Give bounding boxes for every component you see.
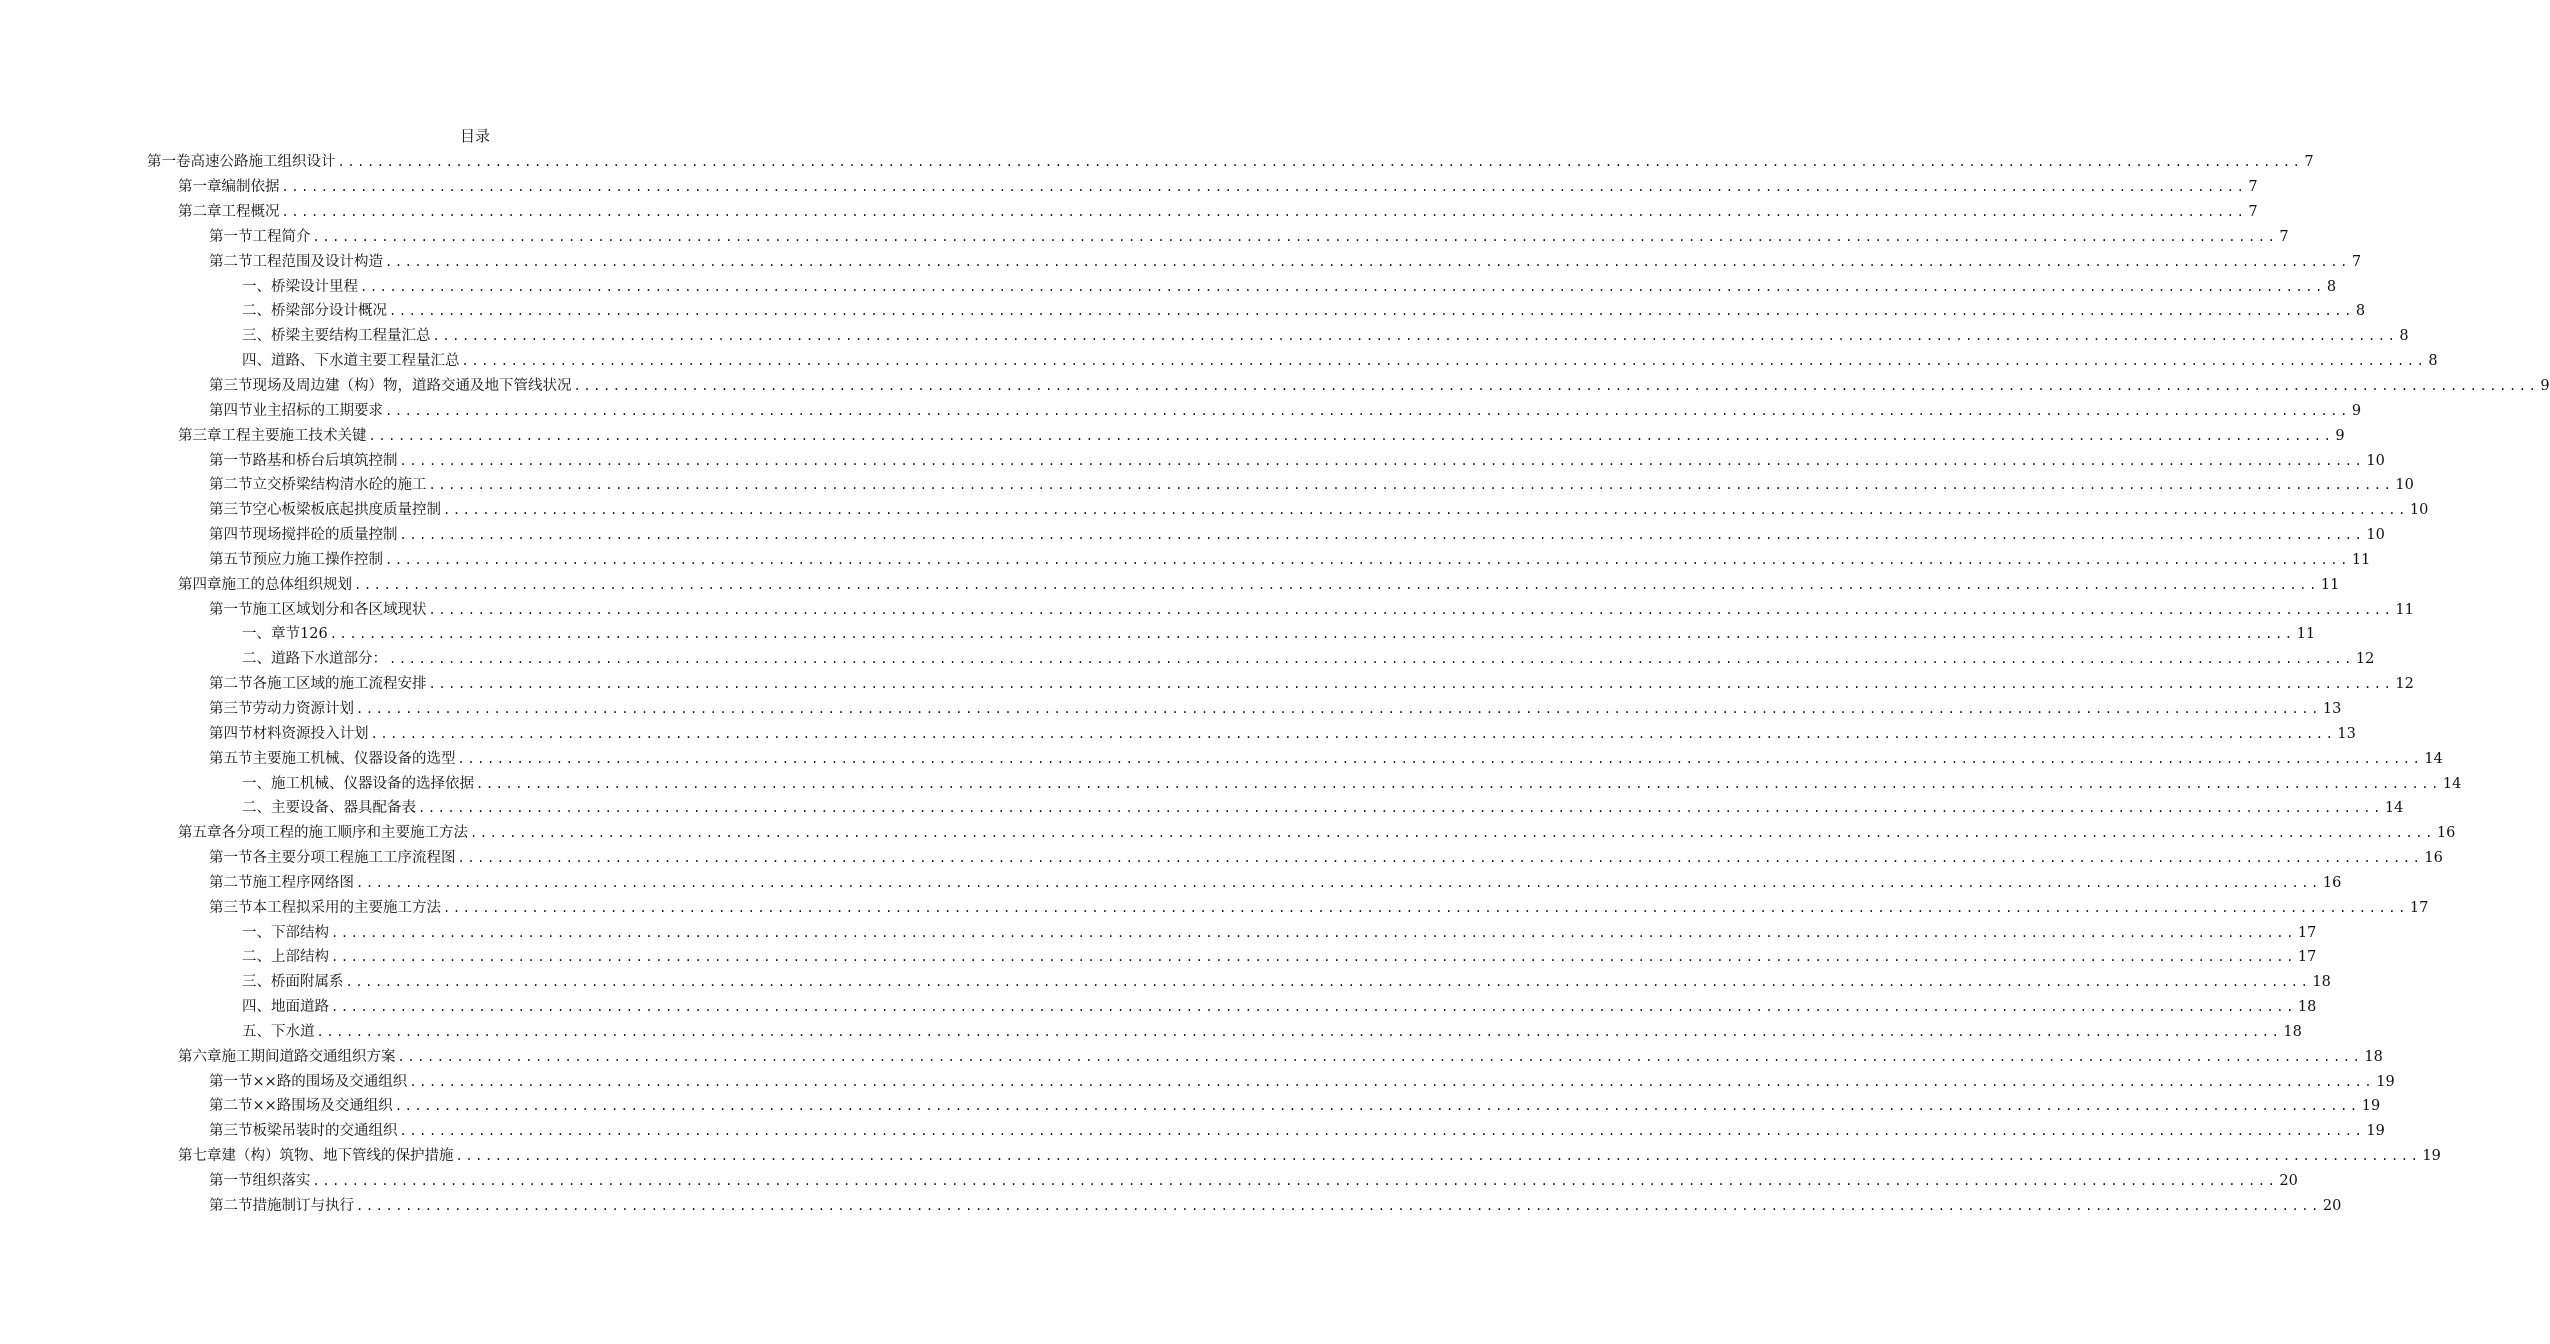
toc-entry-title: 预应力施工操作控制 xyxy=(252,551,383,568)
toc-entry-number: 三、 xyxy=(242,328,271,345)
toc-entry-title: 工程概况 xyxy=(221,204,280,221)
toc-entry-title: 业主招标的工期要求 xyxy=(252,402,383,419)
toc-entry[interactable] xyxy=(0,746,2443,771)
toc-entry-number: 一、 xyxy=(242,626,271,643)
toc-entry-content: 第二章 工程概况 ........................................................................................................................................................................................................ 7 xyxy=(178,204,2258,221)
toc-entry-content: 三、 桥梁主要结构工程量汇总 ........................................................................................................................................................................................................ 8 xyxy=(242,328,2409,345)
toc-entry-title: 桥梁主要结构工程量汇总 xyxy=(271,328,431,345)
toc-entry-content: 一、 施工机械、仪器设备的选择依据 ........................................................................................................................................................................................................ 14 xyxy=(242,775,2462,792)
toc-entry-content: 二、 桥梁部分设计概况 ........................................................................................................................................................................................................ 8 xyxy=(242,303,2366,320)
toc-dot-leader: ........................................................................................................................................................................................................ xyxy=(443,503,2408,518)
toc-dot-leader: ........................................................................................................................................................................................................ xyxy=(573,379,2539,394)
toc-entry-title: 工程简介 xyxy=(252,228,311,245)
toc-dot-leader: ........................................................................................................................................................................................................ xyxy=(455,1149,2421,1164)
toc-entry-title: 施工的总体组织规划 xyxy=(221,576,352,593)
toc-entry-title: 桥梁部分设计概况 xyxy=(271,303,387,320)
toc-entry[interactable] xyxy=(0,473,2414,498)
toc-dot-leader: ........................................................................................................................................................................................................ xyxy=(385,254,2350,269)
toc-entry-number: 第二节 xyxy=(209,1098,253,1115)
toc-entry-number: 第四节 xyxy=(209,725,253,742)
toc-entry-number: 二、 xyxy=(242,800,271,817)
toc-entry-title: 施工区域划分和各区域现状 xyxy=(252,601,427,618)
toc-entry-content: 第三章 工程主要施工技术关键 ........................................................................................................................................................................................................ 9 xyxy=(178,427,2345,444)
toc-entry-content: 第四节 材料资源投入计划 ........................................................................................................................................................................................................ 13 xyxy=(209,725,2356,742)
toc-dot-leader: ........................................................................................................................................................................................................ xyxy=(331,950,2296,965)
toc-entry-content: 一、 桥梁设计里程 ........................................................................................................................................................................................................ 8 xyxy=(242,278,2337,295)
toc-entry[interactable] xyxy=(0,548,2371,573)
toc-dot-leader: ........................................................................................................................................................................................................ xyxy=(312,229,2278,244)
toc-entry-content: 一、 章节126 ........................................................................................................................................................................................................ 11 xyxy=(242,626,2316,643)
toc-entry-title: 主要施工机械、仪器设备的选型 xyxy=(252,750,456,767)
toc-dot-leader: ........................................................................................................................................................................................................ xyxy=(394,1099,2360,1114)
toc-entry-number: 第五节 xyxy=(209,750,253,767)
toc-entry-number: 第三节 xyxy=(209,700,253,717)
toc-entry-number: 第二节 xyxy=(209,253,253,270)
toc-entry-number: 第五节 xyxy=(209,551,253,568)
toc-entry-number: 一、 xyxy=(242,278,271,295)
toc-entry-number: 第一卷 xyxy=(147,154,191,171)
toc-dot-leader: ........................................................................................................................................................................................................ xyxy=(356,701,2321,716)
toc-entry-content: 第二节 ××路围场及交通组织 ........................................................................................................................................................................................................ 19 xyxy=(209,1098,2381,1115)
toc-entry-content: 第一节 工程简介 ........................................................................................................................................................................................................ 7 xyxy=(209,228,2289,245)
toc-dot-leader: ........................................................................................................................................................................................................ xyxy=(385,552,2350,567)
toc-entry-title: ××路围场及交通组织 xyxy=(252,1098,393,1115)
toc-entry-title: 地面道路 xyxy=(271,999,329,1016)
toc-entry[interactable] xyxy=(0,1144,2441,1169)
toc-entry-title: 组织落实 xyxy=(252,1173,311,1190)
toc-entry-number: 第一节 xyxy=(209,452,253,469)
toc-entry[interactable] xyxy=(0,796,2404,821)
toc-entry-content: 第五节 主要施工机械、仪器设备的选型 ........................................................................................................................................................................................................ 14 xyxy=(209,750,2443,767)
toc-entry[interactable] xyxy=(0,697,2342,722)
toc-entry-number: 第四节 xyxy=(209,527,253,544)
toc-entry-title: 各主要分项工程施工工序流程图 xyxy=(252,850,456,867)
toc-dot-leader: ........................................................................................................................................................................................................ xyxy=(331,925,2296,940)
toc-dot-leader: ........................................................................................................................................................................................................ xyxy=(281,205,2247,220)
toc-entry[interactable] xyxy=(0,970,2331,995)
toc-entry-number: 第一节 xyxy=(209,601,253,618)
toc-entry-content: 第二节 措施制订与执行 ........................................................................................................................................................................................................ 20 xyxy=(209,1197,2342,1214)
toc-entry-number: 第二节 xyxy=(209,676,253,693)
toc-entry-title: 本工程拟采用的主要施工方法 xyxy=(252,899,441,916)
toc-entry-number: 第一节 xyxy=(209,850,253,867)
toc-dot-leader: ........................................................................................................................................................................................................ xyxy=(312,1174,2278,1189)
toc-entry-content: 四、 地面道路 ........................................................................................................................................................................................................ 18 xyxy=(242,999,2317,1016)
table-of-contents xyxy=(0,150,2550,1218)
toc-entry-content: 第三节 板梁吊装时的交通组织 ........................................................................................................................................................................................................ 19 xyxy=(209,1123,2385,1140)
toc-entry[interactable] xyxy=(0,622,2316,647)
toc-entry[interactable] xyxy=(0,870,2342,895)
toc-entry[interactable] xyxy=(0,846,2443,871)
toc-entry-content: 三、 桥面附属系 ........................................................................................................................................................................................................ 18 xyxy=(242,974,2331,991)
toc-entry[interactable] xyxy=(0,821,2456,846)
toc-entry-content: 二、 道路下水道部分： ........................................................................................................................................................................................................ 12 xyxy=(242,651,2375,668)
toc-dot-leader: ........................................................................................................................................................................................................ xyxy=(457,851,2423,866)
toc-entry-content: 二、 上部结构 ........................................................................................................................................................................................................ 17 xyxy=(242,949,2317,966)
toc-dot-leader: ........................................................................................................................................................................................................ xyxy=(316,1024,2282,1039)
toc-entry-number: 二、 xyxy=(242,949,271,966)
toc-dot-leader: ........................................................................................................................................................................................................ xyxy=(399,453,2365,468)
toc-entry-title: 板梁吊装时的交通组织 xyxy=(252,1123,398,1140)
toc-entry-title: 立交桥梁结构清水砼的施工 xyxy=(252,477,427,494)
toc-entry[interactable] xyxy=(0,1169,2298,1194)
toc-entry-title: 施工机械、仪器设备的选择依据 xyxy=(271,775,474,792)
toc-entry-content: 二、 主要设备、器具配备表 ........................................................................................................................................................................................................ 14 xyxy=(242,800,2404,817)
toc-entry-title: 工程范围及设计构造 xyxy=(252,253,383,270)
toc-entry[interactable] xyxy=(0,249,2362,274)
toc-entry-title: 材料资源投入计划 xyxy=(252,725,369,742)
toc-entry[interactable] xyxy=(0,1044,2383,1069)
toc-entry-content: 第二节 立交桥梁结构清水砼的施工 ........................................................................................................................................................................................................ 10 xyxy=(209,477,2414,494)
toc-entry[interactable] xyxy=(0,1193,2342,1218)
toc-entry-number: 第三章 xyxy=(178,427,222,444)
toc-entry[interactable] xyxy=(0,150,2314,175)
toc-dot-leader: ........................................................................................................................................................................................................ xyxy=(337,155,2303,170)
toc-entry-title: 各施工区域的施工流程安排 xyxy=(252,676,427,693)
toc-entry[interactable] xyxy=(0,274,2337,299)
toc-entry-content: 第六章 施工期间道路交通组织方案 ........................................................................................................................................................................................................ 18 xyxy=(178,1048,2383,1065)
toc-entry-content: 第三节 劳动力资源计划 ........................................................................................................................................................................................................ 13 xyxy=(209,700,2342,717)
toc-entry-number: 二、 xyxy=(242,303,271,320)
toc-entry-content: 第四章 施工的总体组织规划 ........................................................................................................................................................................................................ 11 xyxy=(178,576,2340,593)
toc-entry-content: 第一节 各主要分项工程施工工序流程图 ........................................................................................................................................................................................................ 16 xyxy=(209,850,2443,867)
toc-entry-title: 道路下水道部分： xyxy=(271,651,387,668)
toc-entry-content: 四、 道路、下水道主要工程量汇总 ........................................................................................................................................................................................................ 8 xyxy=(242,353,2438,370)
toc-dot-leader: ........................................................................................................................................................................................................ xyxy=(476,776,2441,791)
toc-entry[interactable] xyxy=(0,398,2362,423)
toc-entry[interactable] xyxy=(0,299,2366,324)
toc-dot-leader: ........................................................................................................................................................................................................ xyxy=(457,751,2423,766)
toc-entry-content: 一、 下部结构 ........................................................................................................................................................................................................ 17 xyxy=(242,924,2317,941)
toc-dot-leader: ........................................................................................................................................................................................................ xyxy=(345,975,2311,990)
toc-entry-content: 第三节 空心板梁板底起拱度质量控制 ........................................................................................................................................................................................................ 10 xyxy=(209,502,2429,519)
toc-entry-number: 三、 xyxy=(242,974,271,991)
toc-dot-leader: ........................................................................................................................................................................................................ xyxy=(418,801,2383,816)
toc-entry-number: 四、 xyxy=(242,999,271,1016)
toc-entry-content: 第三节 现场及周边建（构）物，道路交通及地下管线状况 ........................................................................................................................................................................................................ 9 xyxy=(209,378,2550,395)
toc-entry-content: 第一卷 高速公路施工组织设计 ........................................................................................................................................................................................................ 7 xyxy=(147,154,2314,171)
toc-entry-content: 第二节 施工程序网络图 ........................................................................................................................................................................................................ 16 xyxy=(209,874,2342,891)
toc-entry-number: 第一节 xyxy=(209,228,253,245)
toc-entry-title: 下水道 xyxy=(271,1023,315,1040)
toc-dot-leader: ........................................................................................................................................................................................................ xyxy=(470,826,2435,841)
toc-entry-title: 工程主要施工技术关键 xyxy=(221,427,367,444)
toc-dot-leader: ........................................................................................................................................................................................................ xyxy=(385,403,2350,418)
toc-entry-number: 第二节 xyxy=(209,477,253,494)
toc-entry[interactable] xyxy=(0,672,2414,697)
toc-entry[interactable] xyxy=(0,572,2340,597)
toc-entry[interactable] xyxy=(0,1020,2302,1045)
toc-entry[interactable] xyxy=(0,995,2317,1020)
toc-entry[interactable] xyxy=(0,523,2385,548)
toc-dot-leader: ........................................................................................................................................................................................................ xyxy=(389,304,2354,319)
toc-entry[interactable] xyxy=(0,895,2429,920)
toc-entry-title: 建（构）筑物、地下管线的保护措施 xyxy=(221,1148,454,1165)
toc-entry-number: 第四节 xyxy=(209,402,253,419)
toc-entry[interactable] xyxy=(0,374,2550,399)
toc-entry[interactable] xyxy=(0,324,2409,349)
toc-entry-content: 第一节 路基和桥台后填筑控制 ........................................................................................................................................................................................................ 10 xyxy=(209,452,2385,469)
toc-entry-number: 第三节 xyxy=(209,899,253,916)
toc-entry-number: 五、 xyxy=(242,1023,271,1040)
toc-dot-leader: ........................................................................................................................................................................................................ xyxy=(356,1198,2321,1213)
toc-entry-title: 措施制订与执行 xyxy=(252,1197,354,1214)
toc-entry-number: 第二节 xyxy=(209,1197,253,1214)
toc-entry-content: 第七章 建（构）筑物、地下管线的保护措施 ........................................................................................................................................................................................................ 19 xyxy=(178,1148,2441,1165)
toc-entry-title: 高速公路施工组织设计 xyxy=(190,154,336,171)
toc-dot-leader: ........................................................................................................................................................................................................ xyxy=(432,329,2398,344)
toc-entry-title: 道路、下水道主要工程量汇总 xyxy=(271,353,460,370)
toc-entry-title: 各分项工程的施工顺序和主要施工方法 xyxy=(221,825,468,842)
toc-dot-leader: ........................................................................................................................................................................................................ xyxy=(399,528,2365,543)
toc-entry-content: 五、 下水道 ........................................................................................................................................................................................................ 18 xyxy=(242,1023,2302,1040)
toc-entry[interactable] xyxy=(0,771,2462,796)
toc-entry-content: 第三节 本工程拟采用的主要施工方法 ........................................................................................................................................................................................................ 17 xyxy=(209,899,2429,916)
toc-entry-content: 第二节 工程范围及设计构造 ........................................................................................................................................................................................................ 7 xyxy=(209,253,2362,270)
toc-entry[interactable] xyxy=(0,945,2317,970)
toc-entry-number: 第五章 xyxy=(178,825,222,842)
toc-entry-number: 第三节 xyxy=(209,378,253,395)
toc-entry-number: 第二章 xyxy=(178,204,222,221)
toc-entry-title: 空心板梁板底起拱度质量控制 xyxy=(252,502,441,519)
toc-entry-content: 第四节 业主招标的工期要求 ........................................................................................................................................................................................................ 9 xyxy=(209,402,2362,419)
toc-entry-number: 第一章 xyxy=(178,179,222,196)
toc-dot-leader: ........................................................................................................................................................................................................ xyxy=(354,577,2319,592)
toc-entry-number: 第一节 xyxy=(209,1073,253,1090)
toc-entry-number: 第七章 xyxy=(178,1148,222,1165)
toc-entry-number: 二、 xyxy=(242,651,271,668)
toc-dot-leader: ........................................................................................................................................................................................................ xyxy=(281,180,2247,195)
toc-dot-leader: ........................................................................................................................................................................................................ xyxy=(461,354,2427,369)
toc-entry-number: 第三节 xyxy=(209,1123,253,1140)
toc-entry-number: 第六章 xyxy=(178,1048,222,1065)
toc-entry-title: 桥面附属系 xyxy=(271,974,344,991)
toc-entry[interactable] xyxy=(0,423,2345,448)
toc-entry-title: 桥梁设计里程 xyxy=(271,278,358,295)
toc-dot-leader: ........................................................................................................................................................................................................ xyxy=(428,677,2394,692)
toc-entry-number: 第二节 xyxy=(209,874,253,891)
toc-entry[interactable] xyxy=(0,498,2429,523)
toc-dot-leader: ........................................................................................................................................................................................................ xyxy=(428,478,2394,493)
toc-entry-title: 主要设备、器具配备表 xyxy=(271,800,416,817)
toc-entry-content: 第一章 编制依据 ........................................................................................................................................................................................................ 7 xyxy=(178,179,2258,196)
toc-entry-number: 一、 xyxy=(242,775,271,792)
toc-entry[interactable] xyxy=(0,175,2258,200)
toc-dot-leader: ........................................................................................................................................................................................................ xyxy=(397,1049,2363,1064)
toc-entry-title: 劳动力资源计划 xyxy=(252,700,354,717)
toc-dot-leader: ........................................................................................................................................................................................................ xyxy=(443,900,2408,915)
toc-entry-number: 第三节 xyxy=(209,502,253,519)
toc-entry[interactable] xyxy=(0,920,2317,945)
toc-entry-title: ××路的围场及交通组织 xyxy=(252,1073,408,1090)
toc-entry-content: 第一节 组织落实 ........................................................................................................................................................................................................ 20 xyxy=(209,1173,2298,1190)
toc-entry-content: 第四节 现场搅拌砼的质量控制 ........................................................................................................................................................................................................ 10 xyxy=(209,527,2385,544)
toc-dot-leader: ........................................................................................................................................................................................................ xyxy=(356,875,2321,890)
toc-dot-leader: ........................................................................................................................................................................................................ xyxy=(370,726,2336,741)
toc-entry[interactable] xyxy=(0,1119,2385,1144)
toc-entry-content: 第五节 预应力施工操作控制 ........................................................................................................................................................................................................ 11 xyxy=(209,551,2371,568)
toc-dot-leader: ........................................................................................................................................................................................................ xyxy=(389,652,2354,667)
toc-entry[interactable] xyxy=(0,448,2385,473)
toc-dot-leader: ........................................................................................................................................................................................................ xyxy=(399,1124,2365,1139)
toc-dot-leader: ........................................................................................................................................................................................................ xyxy=(409,1074,2375,1089)
toc-entry[interactable] xyxy=(0,647,2375,672)
toc-entry-content: 第二节 各施工区域的施工流程安排 ........................................................................................................................................................................................................ 12 xyxy=(209,676,2414,693)
toc-entry[interactable] xyxy=(0,1094,2381,1119)
toc-entry-content: 第一节 ××路的围场及交通组织 ........................................................................................................................................................................................................ 19 xyxy=(209,1073,2395,1090)
toc-entry-title: 下部结构 xyxy=(271,924,329,941)
toc-entry[interactable] xyxy=(0,597,2414,622)
toc-entry-title: 施工程序网络图 xyxy=(252,874,354,891)
toc-entry-title: 现场搅拌砼的质量控制 xyxy=(252,527,398,544)
toc-dot-leader: ........................................................................................................................................................................................................ xyxy=(331,1000,2296,1015)
toc-entry-content: 第五章 各分项工程的施工顺序和主要施工方法 ........................................................................................................................................................................................................ 16 xyxy=(178,825,2456,842)
toc-entry[interactable] xyxy=(0,721,2356,746)
toc-entry-number: 四、 xyxy=(242,353,271,370)
toc-entry-title: 上部结构 xyxy=(271,949,329,966)
toc-entry-title: 章节126 xyxy=(271,626,328,643)
toc-entry-number: 一、 xyxy=(242,924,271,941)
toc-entry-number: 第四章 xyxy=(178,576,222,593)
toc-dot-leader: ........................................................................................................................................................................................................ xyxy=(329,627,2295,642)
toc-title: 目录 xyxy=(459,127,490,145)
toc-entry[interactable] xyxy=(0,225,2289,250)
toc-entry-title: 路基和桥台后填筑控制 xyxy=(252,452,398,469)
toc-entry-title: 施工期间道路交通组织方案 xyxy=(221,1048,396,1065)
toc-entry-number: 第一节 xyxy=(209,1173,253,1190)
toc-dot-leader: ........................................................................................................................................................................................................ xyxy=(428,602,2394,617)
toc-entry[interactable] xyxy=(0,1069,2395,1094)
toc-dot-leader: ........................................................................................................................................................................................................ xyxy=(360,279,2325,294)
toc-entry-content: 第一节 施工区域划分和各区域现状 ........................................................................................................................................................................................................ 11 xyxy=(209,601,2414,618)
toc-dot-leader: ........................................................................................................................................................................................................ xyxy=(368,428,2334,443)
toc-entry[interactable] xyxy=(0,200,2258,225)
toc-entry-title: 编制依据 xyxy=(221,179,280,196)
toc-entry-title: 现场及周边建（构）物，道路交通及地下管线状况 xyxy=(252,378,572,395)
toc-entry[interactable] xyxy=(0,349,2438,374)
